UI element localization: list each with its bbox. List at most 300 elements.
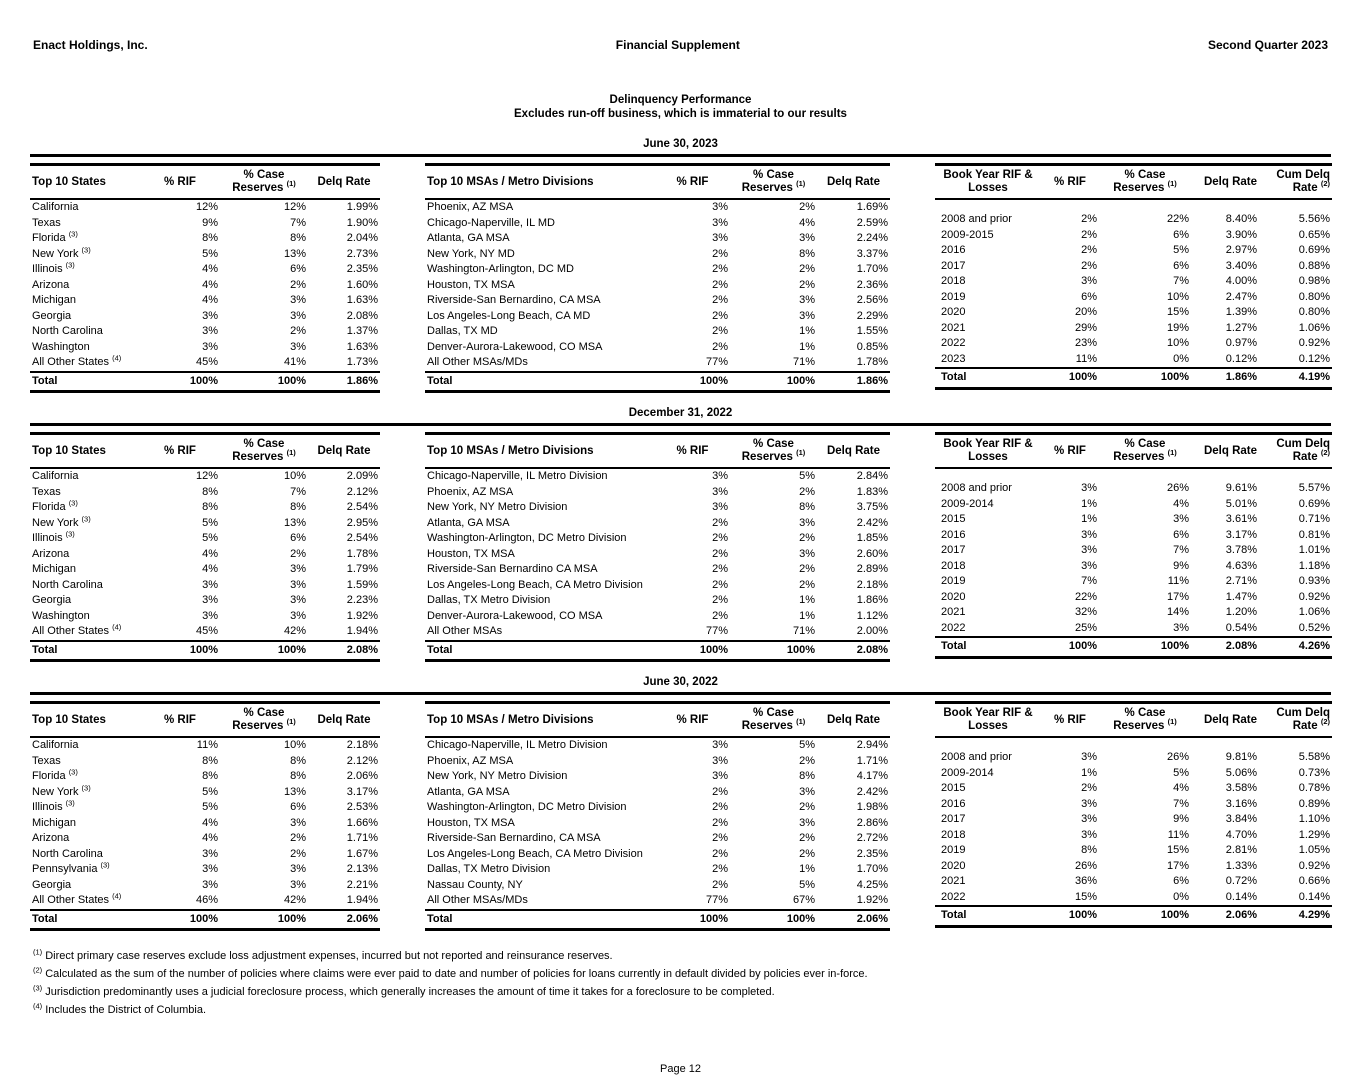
total-value: 100% [1041,906,1099,926]
total-value: 100% [730,372,817,392]
cell-value: 42% [283,894,306,906]
row-label: Phoenix, AZ MSA [427,754,514,767]
table-row [425,231,890,247]
table-row [935,621,1332,638]
row-label: Michigan [32,294,77,306]
total-value: 100% [140,372,220,392]
table-row [425,340,890,356]
cell-value: 2% [799,754,815,767]
cell-value: 8% [202,232,218,244]
cell-value: 12% [195,201,218,213]
footnote-reference: (3) [81,513,91,523]
cell-value: 0.80% [1298,290,1330,303]
table-row [425,562,890,578]
table-row [425,216,890,232]
cell-value: 1% [799,609,815,622]
top-10-msas-table [425,701,890,931]
total-value: 100% [140,641,220,661]
cell-value: 1.78% [856,356,888,368]
table-row [30,531,380,547]
row-label: 2021 [941,606,966,618]
document-type: Financial Supplement [615,38,740,52]
table-row [30,278,380,294]
table-row [425,737,890,754]
total-label: Total [935,368,1041,388]
cell-value: 67% [792,894,815,906]
table-row [425,262,890,278]
cell-value: 1.39% [1225,306,1257,318]
cell-value: 5% [1173,244,1189,256]
cell-value: 77% [705,356,728,368]
row-label: North Carolina [32,847,103,860]
cell-value: 2.84% [856,470,888,482]
cell-value: 1% [1081,766,1097,779]
cell-value: 3.90% [1225,228,1257,241]
cell-value: 3% [712,232,728,244]
cell-value: 23% [1074,337,1097,349]
total-value: 2.08% [1191,637,1259,657]
cell-value: 0.54% [1225,621,1257,634]
cell-value: 2% [712,563,728,575]
row-label: All Other States $^{(4)}$ [32,622,122,637]
table-row [30,485,380,501]
table-row [425,468,890,485]
cell-value: 4% [202,816,218,829]
cell-value: 13% [283,785,306,798]
document-title [30,93,1331,121]
cell-value: 2.94% [856,739,888,751]
column-header: % Case Reserves $^{(1)}$ [1099,434,1191,469]
table-row [935,590,1332,606]
table-row [30,878,380,894]
cell-value: 2% [712,785,728,798]
row-label: Florida $^{(3)}$ [32,229,78,244]
cell-value: 2.04% [346,232,378,244]
footnote-marker: (2) [33,965,43,975]
footnote-reference: (2) [1320,179,1330,189]
cell-value: 2% [290,278,306,291]
row-label: Washington-Arlington, DC Metro Division [427,532,627,544]
row-label: All Other MSAs [427,625,503,637]
footnote-marker: (3) [33,983,43,993]
footnote-reference: (3) [68,498,78,508]
row-label: 2017 [941,813,966,825]
table-row [425,485,890,501]
cell-value: 3% [799,309,815,322]
cell-value: 6% [290,532,306,544]
cell-value: 2.47% [1225,290,1257,303]
total-row [935,368,1332,388]
cell-value: 1.06% [1298,606,1330,618]
cell-value: 0.80% [1298,306,1330,318]
cell-value: 17% [1166,590,1189,603]
cell-value: 2.71% [1225,575,1257,587]
table-row [935,828,1332,844]
cell-value: 2% [712,247,728,260]
footnote-reference: (1) [286,448,296,458]
row-label: New York $^{(3)}$ [32,782,91,798]
row-label: 2020 [941,590,966,603]
cell-value: 2.81% [1225,844,1257,856]
cell-value: 3% [202,578,218,591]
table-row [935,874,1332,890]
row-label: New York, NY Metro Division [427,770,568,782]
cell-value: 0.73% [1298,766,1330,779]
row-label: Dallas, TX Metro Division [427,594,551,606]
cell-value: 4% [202,547,218,560]
table-row [425,754,890,770]
table-row [935,766,1332,782]
total-row [30,372,380,392]
total-value: 2.06% [308,910,380,930]
cell-value: 3% [712,216,728,229]
cell-value: 2% [712,547,728,560]
cell-value: 4.17% [856,770,888,782]
row-label: Atlanta, GA MSA [427,516,510,529]
table-row [30,247,380,263]
total-value: 100% [220,910,308,930]
cell-value: 2% [712,516,728,529]
cell-value: 5.58% [1298,751,1330,763]
table-row [30,831,380,847]
cell-value: 3% [712,739,728,751]
row-label: Pennsylvania $^{(3)}$ [32,860,110,875]
cell-value: 1.94% [346,894,378,906]
header-row [425,434,890,469]
footnote-reference: (1) [796,179,806,189]
row-label: North Carolina [32,578,103,591]
cell-value: 2% [799,578,815,591]
table-row [935,859,1332,875]
cell-value: 8% [290,754,306,767]
cell-value: 3.37% [856,247,888,260]
row-label: California [32,739,79,751]
header-row [425,703,890,738]
row-label: Michigan [32,563,77,575]
footnote-reference: (3) [68,767,78,777]
column-header: % RIF [140,434,220,469]
row-label: 2015 [941,782,966,794]
cell-value: 1% [799,594,815,606]
footnote-reference: (4) [112,353,122,363]
row-label: 2019 [941,575,966,587]
table-row [30,754,380,770]
table-row [425,247,890,263]
cell-value: 3% [799,294,815,306]
cell-value: 3% [1081,482,1097,494]
cell-value: 1.73% [346,356,378,368]
row-label: Texas [32,216,61,229]
cell-value: 4.63% [1225,559,1257,572]
table-row [425,278,890,294]
row-label: All Other MSAs/MDs [427,894,528,906]
cell-value: 20% [1074,306,1097,318]
cell-value: 3% [1173,621,1189,634]
cell-value: 3% [202,878,218,891]
cell-value: 2.29% [856,309,888,322]
cell-value: 8% [799,247,815,260]
cell-value: 7% [290,485,306,498]
row-label: Riverside-San Bernardino CA MSA [427,563,598,575]
total-value: 1.86% [1191,368,1259,388]
cell-value: 2% [799,847,815,860]
cell-value: 2.00% [856,625,888,637]
total-value: 100% [1099,906,1191,926]
table-row [30,293,380,309]
row-label: 2018 [941,559,966,572]
cell-value: 0.92% [1298,337,1330,349]
page-header [30,38,1331,52]
cell-value: 3% [290,340,306,353]
cell-value: 2% [799,563,815,575]
row-label: Chicago-Naperville, IL MD [427,216,555,229]
table-row [935,228,1332,244]
cell-value: 2.95% [346,516,378,529]
cell-value: 36% [1074,875,1097,887]
spacer-row [935,199,1332,212]
cell-value: 13% [283,516,306,529]
cell-value: 10% [1166,337,1189,349]
table-row [425,547,890,563]
cell-value: 29% [1074,321,1097,334]
cell-value: 5% [202,785,218,798]
column-header: % RIF [655,703,730,738]
cell-value: 1.29% [1298,828,1330,841]
table-row [935,812,1332,828]
row-label: Washington [32,609,90,622]
cell-value: 8% [290,232,306,244]
row-label: Texas [32,485,61,498]
cell-value: 1.83% [856,485,888,498]
cell-value: 4% [202,563,218,575]
cell-value: 11% [196,739,218,751]
header-row [935,434,1332,469]
footnote-text: Jurisdiction predominantly uses a judicial foreclosure process, which generally increases the amount of time it takes for a foreclosure to be completed. [45,986,775,998]
row-label: 2015 [941,513,966,525]
row-label: 2008 and prior [941,213,1012,225]
cell-value: 3.75% [856,501,888,513]
cell-value: 2% [799,278,815,291]
company-name: Enact Holdings, Inc. [33,38,148,52]
table-row [425,309,890,325]
cell-value: 1.60% [346,278,378,291]
spacer-row [935,737,1332,750]
cell-value: 3% [1081,559,1097,572]
cell-value: 6% [1081,290,1097,303]
column-header: % Case Reserves $^{(1)}$ [1099,703,1191,738]
cell-value: 8% [202,754,218,767]
cell-value: 3% [202,594,218,606]
cell-value: 5% [202,532,218,544]
row-label: New York, NY Metro Division [427,501,568,513]
cell-value: 14% [1166,606,1189,618]
cell-value: 0.72% [1225,875,1257,887]
cell-value: 2.54% [346,532,378,544]
row-label: Arizona [32,832,70,844]
row-label: Texas [32,754,61,767]
cell-value: 3% [202,325,218,337]
cell-value: 0.92% [1298,590,1330,603]
book-year-rif-losses-table [935,701,1332,928]
cell-value: 2% [290,832,306,844]
cell-value: 2% [1081,259,1097,272]
cell-value: 7% [1173,544,1189,556]
cell-value: 1.85% [856,532,888,544]
cell-value: 10% [1166,290,1189,303]
row-label: Florida $^{(3)}$ [32,498,78,513]
cell-value: 3% [1081,751,1097,763]
cell-value: 77% [705,894,728,906]
cell-value: 0.98% [1298,275,1330,287]
cell-value: 2.42% [856,516,888,529]
table-row [30,578,380,594]
cell-value: 1% [1081,513,1097,525]
total-value: 4.29% [1259,906,1332,926]
row-label: 2023 [941,352,966,365]
header-row [30,165,380,200]
table-row [935,481,1332,497]
cell-value: 2.73% [346,247,378,260]
cell-value: 2% [1081,782,1097,794]
row-label: 2021 [941,321,966,334]
footnote-text: Direct primary case reserves exclude loss adjustment expenses, incurred but not reported and reinsurance reserves. [45,950,613,962]
spacer-row [935,468,1332,481]
cell-value: 1.55% [856,325,888,337]
cell-value: 1.71% [856,754,888,767]
cell-value: 0.65% [1298,228,1330,241]
total-value: 4.19% [1259,368,1332,388]
table-row [30,893,380,910]
total-row [425,910,890,930]
cell-value: 32% [1074,606,1097,618]
footnote-2 [33,965,1331,983]
table-row [30,609,380,625]
column-header: Top 10 States [30,703,140,738]
cell-value: 2% [1081,213,1097,225]
cell-value: 2.36% [856,278,888,291]
cell-value: 3% [290,863,306,875]
total-value: 1.86% [308,372,380,392]
column-header: Delq Rate [1191,434,1259,469]
cell-value: 3% [712,770,728,782]
row-label: All Other States $^{(4)}$ [32,353,122,368]
cell-value: 9% [202,216,218,229]
cell-value: 77% [705,625,728,637]
cell-value: 7% [1173,797,1189,810]
top-10-msas-table [425,432,890,662]
cell-value: 1.06% [1298,321,1330,334]
cell-value: 2% [799,832,815,844]
cell-value: 4% [202,278,218,291]
row-label: 2020 [941,859,966,872]
row-label: Washington-Arlington, DC MD [427,263,574,275]
cell-value: 2% [290,847,306,860]
cell-value: 7% [1081,575,1097,587]
footnote-reference: (1) [1167,448,1177,458]
row-label: Houston, TX MSA [427,547,515,560]
cell-value: 5% [202,516,218,529]
cell-value: 6% [1173,228,1189,241]
table-row [935,212,1332,228]
total-row [935,906,1332,926]
row-label: 2008 and prior [941,482,1012,494]
cell-value: 15% [1166,306,1189,318]
row-label: Washington-Arlington, DC Metro Division [427,801,627,813]
cell-value: 8% [1081,844,1097,856]
cell-value: 2.09% [346,470,378,482]
cell-value: 4% [202,294,218,306]
cell-value: 3% [290,609,306,622]
row-label: New York $^{(3)}$ [32,513,91,529]
table-row [425,800,890,816]
cell-value: 2% [799,263,815,275]
total-label: Total [30,641,140,661]
cell-value: 3% [1081,528,1097,541]
row-label: 2009-2015 [941,228,994,241]
total-label: Total [425,641,655,661]
row-label: 2009-2014 [941,766,994,779]
table-row [935,843,1332,859]
cell-value: 0.12% [1225,352,1257,365]
total-label: Total [935,906,1041,926]
cell-value: 2% [712,309,728,322]
total-value: 100% [730,910,817,930]
cell-value: 5% [1173,766,1189,779]
row-label: Washington [32,340,90,353]
column-header: Delq Rate [308,434,380,469]
cell-value: 2.56% [856,294,888,306]
footnote-reference: (1) [286,179,296,189]
row-label: Michigan [32,816,77,829]
cell-value: 71% [792,625,815,637]
column-header: % RIF [140,703,220,738]
cell-value: 3.61% [1225,513,1257,525]
table-row [425,355,890,372]
table-row [30,340,380,356]
footnote-text: Calculated as the sum of the number of policies where claims were ever paid to date and number of policies for loans currently in default divided by policies ever in-force. [45,968,868,980]
row-label: Los Angeles-Long Beach, CA Metro Division [427,578,643,591]
cell-value: 6% [1173,875,1189,887]
cell-value: 2.35% [346,263,378,275]
column-header: Delq Rate [1191,165,1259,200]
section-date: December 31, 2022 [30,407,1331,426]
footnote-marker: (4) [33,1001,43,1011]
column-header: Top 10 States [30,165,140,200]
table-row [935,497,1332,513]
cell-value: 2% [712,340,728,353]
column-header: Top 10 MSAs / Metro Divisions [425,165,655,200]
cell-value: 5% [202,247,218,260]
cell-value: 0.89% [1298,797,1330,810]
footnote-reference: (1) [796,448,806,458]
reporting-period: Second Quarter 2023 [1207,38,1328,52]
cell-value: 3% [712,485,728,498]
column-header: Top 10 States [30,434,140,469]
row-label: 2018 [941,828,966,841]
cell-value: 3.40% [1225,259,1257,272]
table-row [935,352,1332,369]
column-header: Book Year RIF & Losses [935,434,1041,469]
cell-value: 46% [195,894,218,906]
row-label: All Other MSAs/MDs [427,356,528,368]
total-value: 4.26% [1259,637,1332,657]
footnote-reference: (3) [81,782,91,792]
tables-row [30,701,1331,931]
total-value: 100% [220,372,308,392]
cell-value: 1.70% [856,863,888,875]
table-row [935,274,1332,290]
book-year-rif-losses-table [935,163,1332,390]
